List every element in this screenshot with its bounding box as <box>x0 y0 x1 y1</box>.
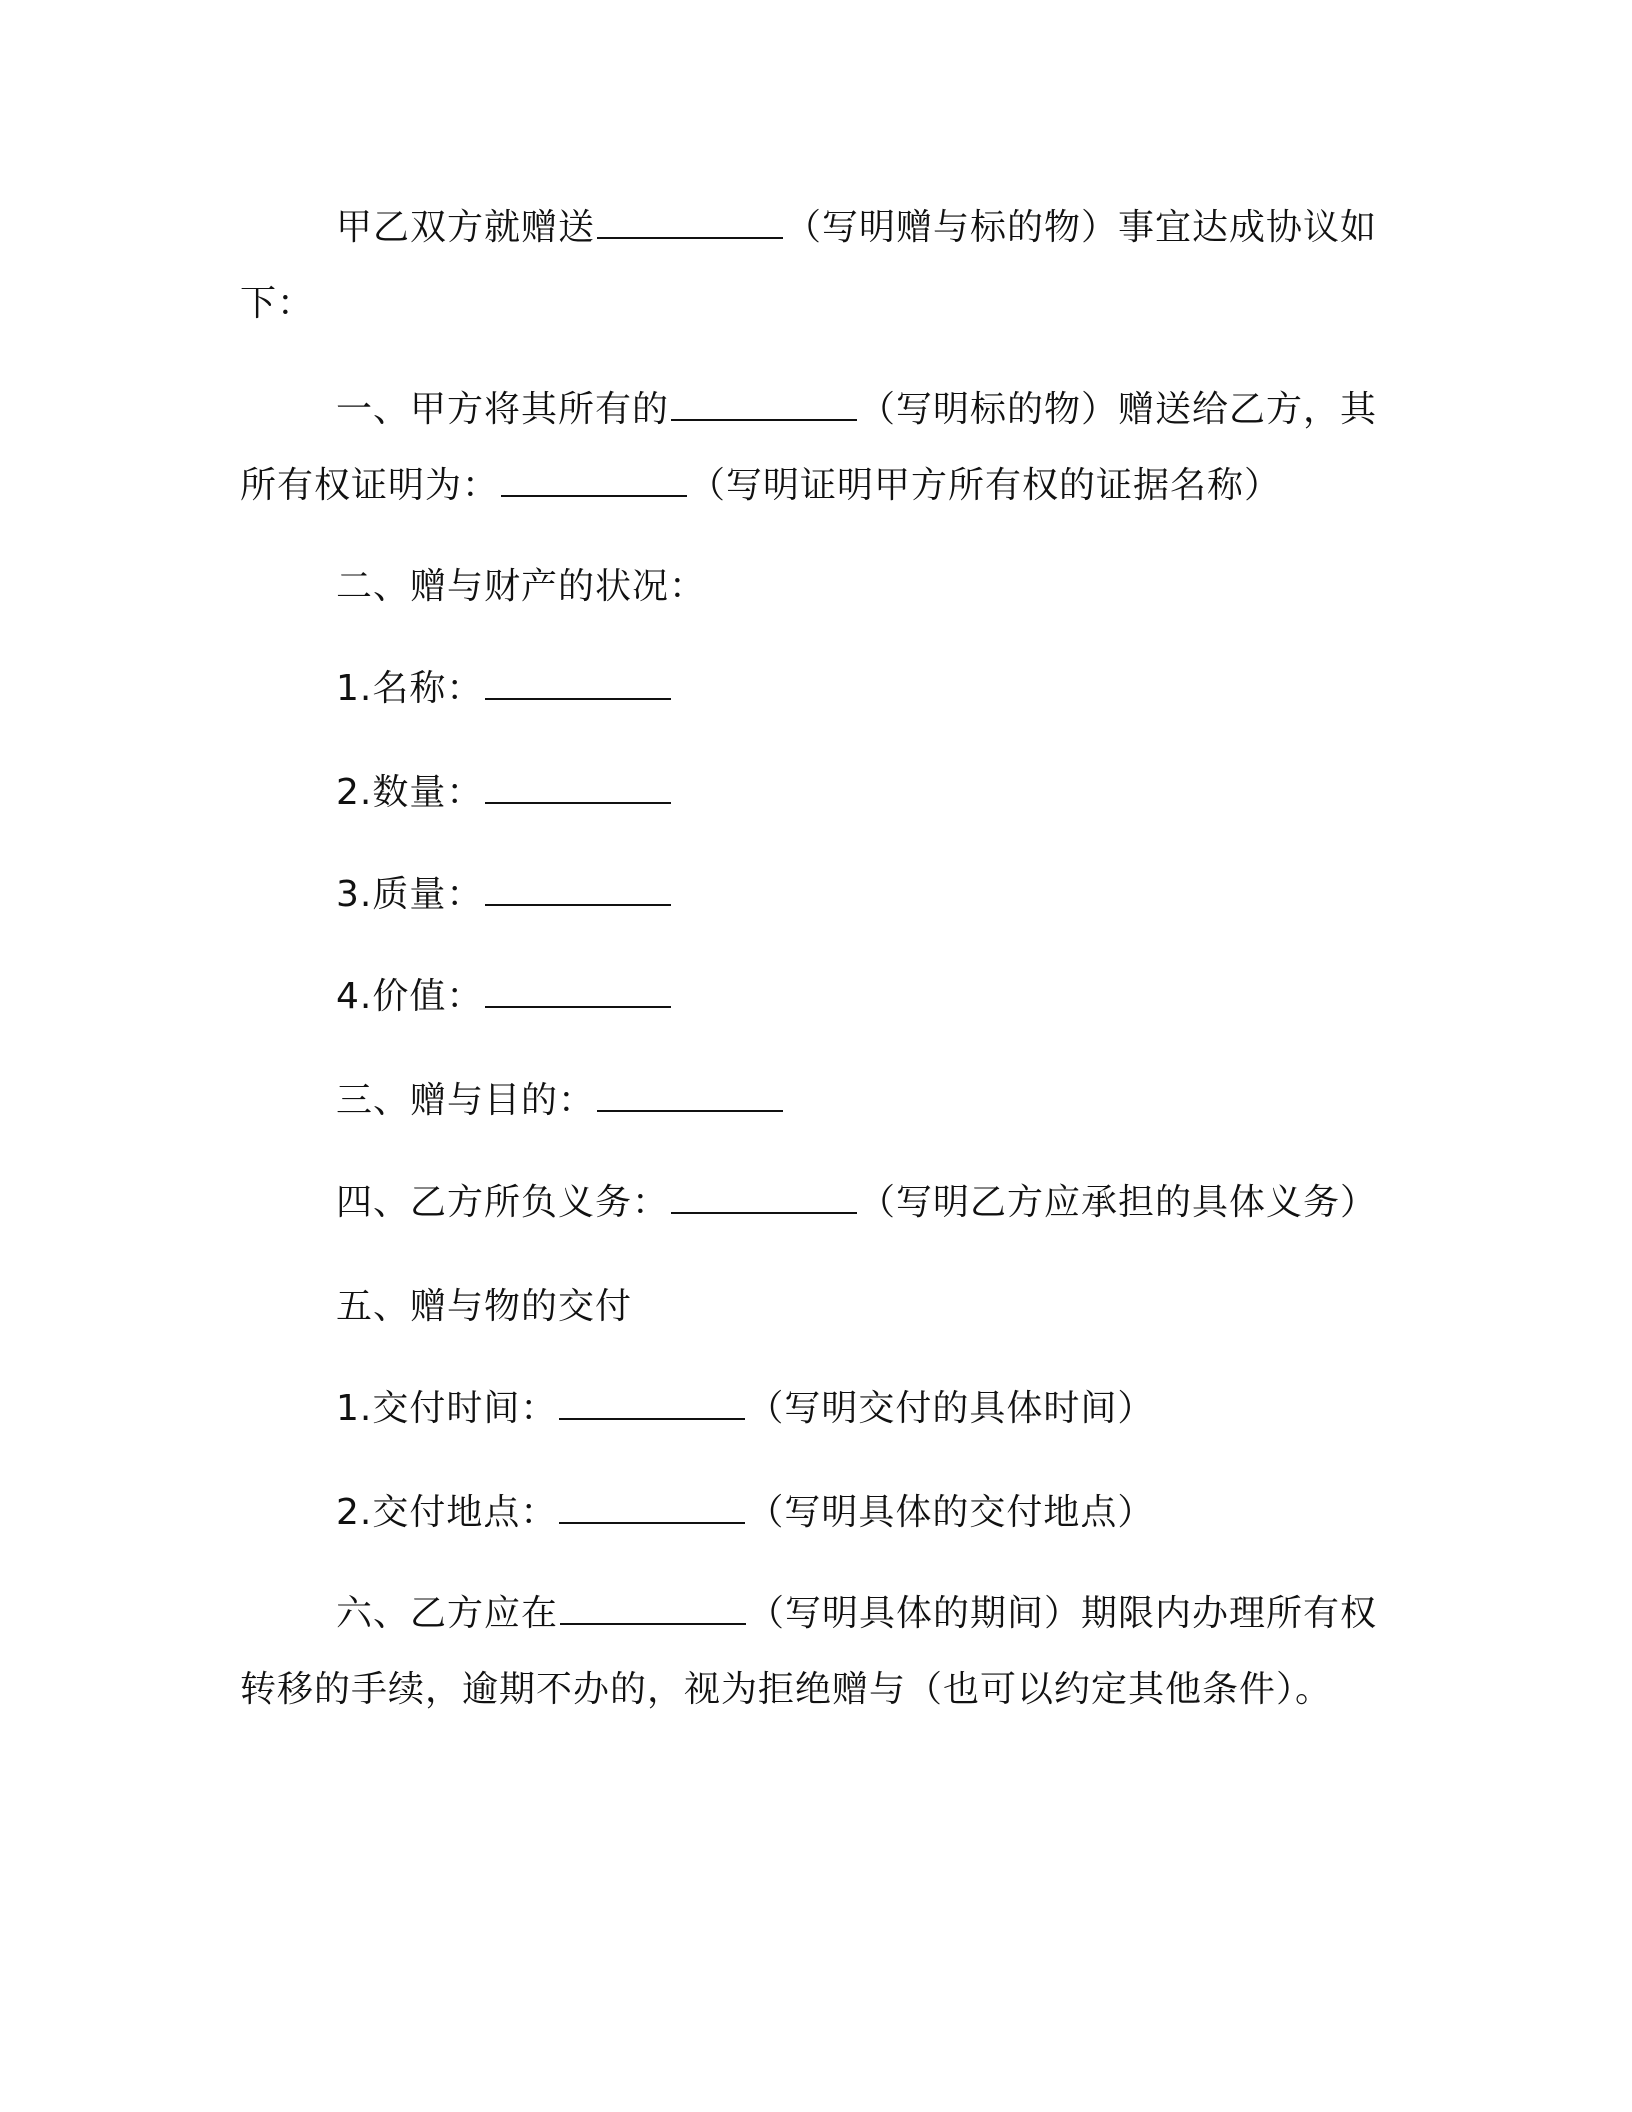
paragraph-five <box>336 1278 632 1329</box>
delivery-time-note: （写明交付的具体时间） <box>747 1388 1155 1429</box>
blank-period[interactable] <box>560 1593 746 1625</box>
item-value <box>336 968 673 1019</box>
paragraph-intro <box>240 190 1380 342</box>
blank-subject-item[interactable] <box>671 389 857 421</box>
item-quantity-label: 2.数量： <box>336 772 484 813</box>
item-name <box>336 660 673 711</box>
paragraph-one <box>240 372 1380 524</box>
six-text-after: （写明具体的期间）期限内办理所有权转移的手续，逾期不办的，视为拒绝赠与（也可以约定其他条件）。 <box>240 1593 1378 1710</box>
paragraph-three <box>336 1072 785 1123</box>
blank-delivery-place[interactable] <box>559 1492 745 1524</box>
item-value-label: 4.价值： <box>336 976 484 1017</box>
intro-text-after: （写明赠与标的物）事宜达成协议如下： <box>240 207 1378 324</box>
one-text-mid: （写明标的物）赠送给乙方，其所有权证明为： <box>240 389 1378 506</box>
four-label: 四、乙方所负义务： <box>336 1182 670 1223</box>
blank-quantity[interactable] <box>485 772 671 804</box>
blank-obligation[interactable] <box>671 1182 857 1214</box>
paragraph-six <box>240 1576 1380 1728</box>
item-name-label: 1.名称： <box>336 668 484 709</box>
blank-ownership-proof[interactable] <box>501 465 687 497</box>
blank-name[interactable] <box>485 668 671 700</box>
six-text-before: 六、乙方应在 <box>336 1593 559 1634</box>
item-quality <box>336 866 673 917</box>
delivery-time-label: 1.交付时间： <box>336 1388 558 1429</box>
delivery-place <box>336 1484 1154 1535</box>
blank-delivery-time[interactable] <box>559 1388 745 1420</box>
paragraph-four <box>336 1174 1377 1225</box>
three-label: 三、赠与目的： <box>336 1080 596 1121</box>
item-quantity <box>336 764 673 815</box>
five-heading: 五、赠与物的交付 <box>336 1286 633 1327</box>
two-heading: 二、赠与财产的状况： <box>336 566 707 607</box>
blank-quality[interactable] <box>485 874 671 906</box>
paragraph-two <box>336 558 706 609</box>
blank-value[interactable] <box>485 976 671 1008</box>
four-text-after: （写明乙方应承担的具体义务） <box>859 1182 1378 1223</box>
intro-text-before: 甲乙双方就赠送 <box>336 207 596 248</box>
delivery-place-note: （写明具体的交付地点） <box>747 1492 1155 1533</box>
blank-gift-subject[interactable] <box>597 207 783 239</box>
one-text-after: （写明证明甲方所有权的证据名称） <box>689 465 1282 506</box>
delivery-time <box>336 1380 1154 1431</box>
delivery-place-label: 2.交付地点： <box>336 1492 558 1533</box>
item-quality-label: 3.质量： <box>336 874 484 915</box>
one-text-before: 一、甲方将其所有的 <box>336 389 670 430</box>
blank-purpose[interactable] <box>597 1080 783 1112</box>
